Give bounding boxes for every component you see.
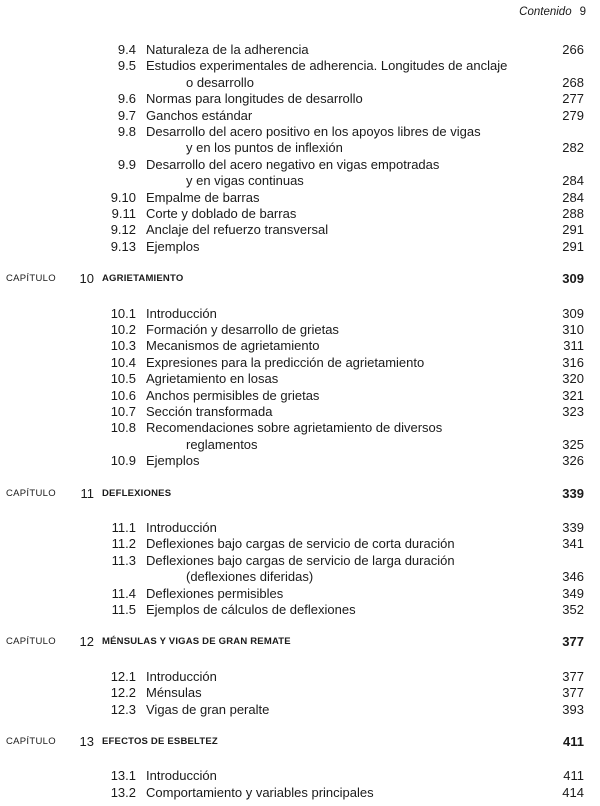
toc-entry	[0, 124, 600, 140]
section-page: 309	[562, 305, 584, 321]
section-page: 393	[562, 701, 584, 717]
section-number: 10.1	[110, 305, 136, 321]
section-number: 10.7	[110, 404, 136, 419]
section-title: Empalme de barras	[146, 189, 260, 205]
section-title: Estudios experimentales de adherencia. Longitudes de anclaje	[146, 58, 508, 74]
section-number: 9.8	[117, 124, 136, 139]
section-title: Introducción	[146, 668, 217, 684]
chapter-heading	[0, 486, 600, 502]
section-title: Normas para longitudes de desarrollo	[146, 91, 363, 107]
section-title: Introducción	[146, 305, 217, 321]
section-number: 11.3	[111, 552, 136, 568]
toc-entry-continuation	[0, 173, 600, 189]
section-title: reglamentos	[186, 436, 258, 452]
section-page: 325	[562, 436, 584, 452]
toc-entry	[0, 371, 600, 387]
section-page: 277	[562, 91, 584, 107]
toc-entry	[0, 388, 600, 404]
toc-entry	[0, 420, 600, 436]
section-title: Desarrollo del acero positivo en los apoyos libres de vigas	[146, 124, 481, 139]
toc-entry	[0, 108, 600, 124]
section-title: y en vigas continuas	[186, 173, 304, 189]
toc-entry	[0, 602, 600, 618]
toc-entry	[0, 222, 600, 238]
section-title: Anchos permisibles de grietas	[146, 387, 320, 403]
section-number: 10.9	[110, 453, 136, 469]
toc-entry	[0, 91, 600, 107]
section-title: Comportamiento y variables principales	[146, 784, 374, 800]
chapter-heading	[0, 271, 600, 287]
chapter-number: 10	[79, 271, 94, 287]
section-number: 9.12	[110, 222, 136, 238]
section-title: Ejemplos	[146, 238, 200, 254]
section-number: 13.1	[110, 768, 136, 784]
section-number: 9.7	[117, 107, 136, 123]
toc-entry	[0, 355, 600, 371]
section-page: 291	[562, 222, 584, 238]
section-number: 13.2	[110, 784, 136, 800]
section-title: Ejemplos de cálculos de deflexiones	[146, 602, 356, 617]
toc-entry	[0, 685, 600, 701]
section-page: 346	[562, 569, 584, 585]
toc-entry	[0, 338, 600, 354]
section-number: 12.2	[110, 685, 136, 701]
toc-entry-continuation	[0, 437, 600, 453]
section-page: 349	[562, 585, 584, 601]
chapter-page: 411	[563, 734, 584, 749]
chapter-label: CAPÍTULO	[6, 273, 56, 285]
chapter-title: MÉNSULAS Y VIGAS DE GRAN REMATE	[102, 636, 291, 648]
section-number: 9.5	[117, 58, 136, 74]
section-title: (deflexiones diferidas)	[186, 569, 314, 585]
toc-entry-continuation	[0, 140, 600, 156]
chapter-title: EFECTOS DE ESBELTEZ	[102, 736, 218, 747]
section-number: 11.2	[111, 536, 136, 552]
toc-entry	[0, 190, 600, 206]
section-number: 10.5	[110, 371, 136, 387]
section-number: 9.13	[110, 238, 136, 254]
section-page: 377	[562, 685, 584, 701]
chapter-number: 12	[79, 634, 94, 650]
section-page: 282	[562, 140, 584, 156]
toc-entry	[0, 306, 600, 322]
section-title: Introducción	[146, 768, 217, 784]
section-title: Agrietamiento en losas	[146, 371, 279, 387]
toc-entry-continuation	[0, 569, 600, 585]
section-number: 10.8	[110, 420, 136, 436]
section-page: 341	[562, 536, 584, 552]
toc-entry-continuation	[0, 75, 600, 91]
toc-entry	[0, 58, 600, 74]
section-title: Deflexiones permisibles	[146, 585, 284, 601]
section-page: 411	[563, 768, 584, 784]
toc-entry	[0, 553, 600, 569]
section-title: Mecanismos de agrietamiento	[146, 338, 320, 354]
toc-entry	[0, 586, 600, 602]
toc-entry	[0, 520, 600, 536]
section-title: Anclaje del refuerzo transversal	[146, 222, 329, 238]
section-number: 9.6	[117, 91, 136, 107]
toc-entry	[0, 322, 600, 338]
chapter-title: DEFLEXIONES	[102, 487, 172, 499]
chapter-label: CAPÍTULO	[6, 736, 56, 747]
section-title: Introducción	[146, 520, 217, 535]
chapter-label: CAPÍTULO	[6, 487, 56, 499]
section-page: 291	[562, 238, 584, 254]
section-title: Recomendaciones sobre agrietamiento de diversos	[146, 420, 443, 436]
section-page: 284	[562, 173, 584, 189]
section-page: 323	[562, 404, 584, 419]
chapter-heading	[0, 734, 600, 750]
section-title: Corte y doblado de barras	[146, 206, 297, 221]
toc-entry	[0, 453, 600, 469]
toc-entry	[0, 239, 600, 255]
toc-entry	[0, 669, 600, 685]
section-page: 377	[562, 668, 584, 684]
section-title: y en los puntos de inflexión	[186, 140, 343, 156]
section-title: Formación y desarrollo de grietas	[146, 322, 339, 337]
toc-entry	[0, 536, 600, 552]
section-title: Deflexiones bajo cargas de servicio de corta duración	[146, 536, 455, 552]
chapter-page: 339	[562, 485, 584, 501]
toc-entry	[0, 157, 600, 173]
chapter-number: 11	[80, 485, 94, 501]
section-number: 11.4	[111, 585, 136, 601]
toc-entry	[0, 785, 600, 801]
section-page: 352	[562, 602, 584, 617]
chapter-number: 13	[79, 734, 94, 749]
toc-entry	[0, 42, 600, 58]
section-page: 266	[562, 42, 584, 57]
chapter-heading	[0, 634, 600, 650]
section-page: 326	[562, 453, 584, 469]
section-title: Expresiones para la predicción de agrietamiento	[146, 354, 425, 370]
chapter-title: AGRIETAMIENTO	[102, 273, 184, 285]
running-head-title: Contenido	[519, 6, 572, 18]
section-title: Ménsulas	[146, 685, 202, 701]
section-number: 12.1	[110, 668, 136, 684]
section-number: 10.3	[110, 338, 136, 354]
section-number: 9.9	[117, 156, 136, 172]
section-title: Sección transformada	[146, 404, 273, 419]
section-number: 9.11	[111, 206, 136, 221]
section-title: Desarrollo del acero negativo en vigas empotradas	[146, 156, 440, 172]
toc-entry	[0, 702, 600, 718]
section-number: 11.1	[111, 520, 136, 535]
section-page: 288	[562, 206, 584, 221]
section-number: 9.4	[117, 42, 136, 57]
section-title: Vigas de gran peralte	[146, 701, 270, 717]
section-title: Ejemplos	[146, 453, 200, 469]
running-head	[519, 6, 586, 18]
section-number: 9.10	[110, 189, 136, 205]
section-page: 321	[562, 387, 584, 403]
section-page: 268	[562, 74, 584, 90]
section-number: 10.4	[110, 354, 136, 370]
section-page: 284	[562, 189, 584, 205]
chapter-label: CAPÍTULO	[6, 636, 56, 648]
toc-entry	[0, 206, 600, 222]
section-number: 10.6	[110, 387, 136, 403]
section-title: Deflexiones bajo cargas de servicio de larga duración	[146, 552, 455, 568]
section-page: 279	[562, 107, 584, 123]
section-page: 316	[562, 354, 584, 370]
section-page: 320	[562, 371, 584, 387]
toc-entry	[0, 768, 600, 784]
section-number: 12.3	[110, 701, 136, 717]
section-number: 11.5	[111, 602, 136, 617]
page-number: 9	[579, 6, 586, 18]
section-page: 311	[563, 338, 584, 354]
section-number: 10.2	[110, 322, 136, 337]
section-page: 310	[562, 322, 584, 337]
section-page: 414	[562, 784, 584, 800]
chapter-page: 377	[562, 634, 584, 650]
toc-entry	[0, 404, 600, 420]
section-title: Naturaleza de la adherencia	[146, 42, 309, 57]
section-title: o desarrollo	[186, 74, 254, 90]
section-title: Ganchos estándar	[146, 107, 253, 123]
chapter-page: 309	[562, 271, 584, 287]
section-page: 339	[562, 520, 584, 535]
